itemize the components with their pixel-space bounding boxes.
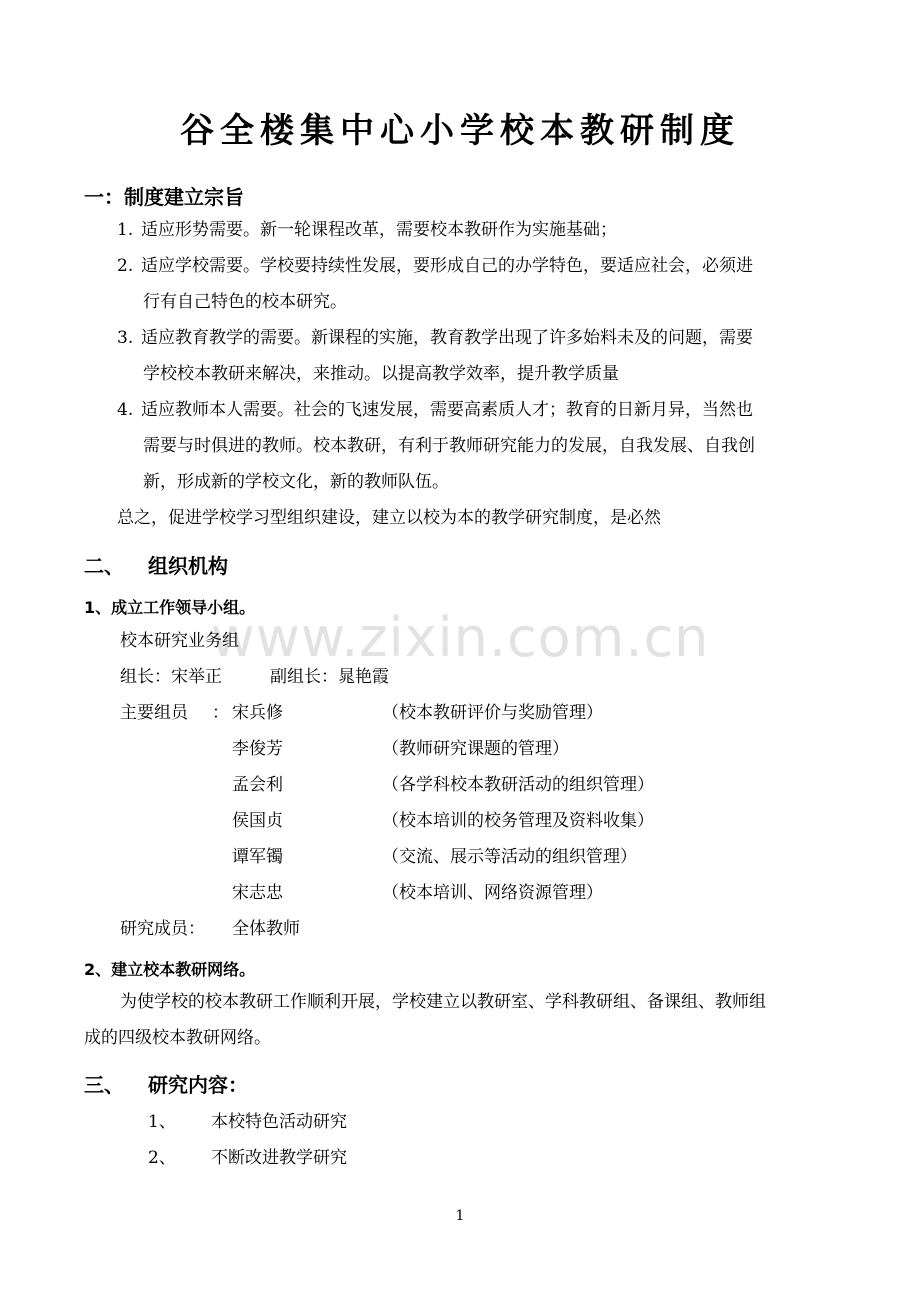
item-text-continued: 需要与时俱进的教师。校本教研，有利于教师研究能力的发展，自我发展、自我创: [143, 436, 755, 456]
group-leader: 组长：宋举正: [120, 667, 222, 687]
item-text: 适应教育教学的需要。新课程的实施，教育教学出现了许多始料未及的问题，需要: [141, 328, 753, 348]
member-name: 李俊芳: [232, 739, 283, 759]
researchers-value: 全体教师: [232, 919, 300, 939]
summary-text: 总之，促进学校学习型组织建设，建立以校为本的教学研究制度，是必然: [117, 508, 661, 528]
subsection-heading: 2、建立校本教研网络。: [84, 960, 256, 979]
list-item: [117, 212, 617, 248]
group-deputy: 副组长：晁艳霞: [270, 667, 389, 687]
research-item: 不断改进教学研究: [211, 1148, 347, 1168]
section3-heading-number: 三、: [84, 1073, 124, 1097]
item-number: 1.: [117, 220, 134, 240]
research-item-number: 2、: [148, 1148, 176, 1168]
item-text-continued: 新，形成新的学校文化，新的教师队伍。: [143, 472, 449, 492]
member-name: 宋志忠: [232, 883, 283, 903]
list-item: [117, 248, 753, 284]
item-text: 适应学校需要。学校要持续性发展，要形成自己的办学特色，要适应社会，必须进: [141, 256, 753, 276]
item-text: 适应形势需要。新一轮课程改革，需要校本教研作为实施基础；: [141, 220, 617, 240]
member-name: 谭军镯: [232, 847, 283, 867]
item-text-continued: 行有自己特色的校本研究。: [143, 292, 347, 312]
list-item: [117, 392, 753, 428]
research-item: 本校特色活动研究: [211, 1112, 347, 1132]
page-title: 谷全楼集中心小学校本教研制度: [180, 111, 740, 151]
member-duty: （校本教研评价与奖励管理）: [382, 703, 603, 723]
item-number: 4.: [117, 400, 134, 420]
member-name: 孟会利: [232, 775, 283, 795]
list-item: [117, 320, 753, 356]
member-duty: （各学科校本教研活动的组织管理）: [382, 775, 654, 795]
group-name: 校本研究业务组: [120, 631, 239, 651]
watermark: www.zixin.com.cn: [210, 606, 710, 669]
member-name: 侯国贞: [232, 811, 283, 831]
item-number: 3.: [117, 328, 134, 348]
researchers-label: 研究成员：: [120, 919, 205, 939]
page-number: 1: [455, 1208, 465, 1224]
network-text-continued: 成的四级校本教研网络。: [84, 1028, 271, 1048]
research-item-number: 1、: [148, 1112, 176, 1132]
member-duty: （校本培训的校务管理及资料收集）: [382, 811, 654, 831]
network-text: 为使学校的校本教研工作顺利开展，学校建立以教研室、学科教研组、备课组、教师组: [120, 992, 766, 1012]
members-colon: ：: [212, 703, 229, 723]
member-duty: （教师研究课题的管理）: [382, 739, 569, 759]
section1-heading: 一：制度建立宗旨: [84, 185, 244, 209]
members-label: 主要组员: [120, 703, 188, 723]
item-text-continued: 学校校本教研来解决，来推动。以提高教学效率，提升教学质量: [143, 364, 619, 384]
section3-heading: 研究内容：: [148, 1073, 248, 1097]
item-text: 适应教师本人需要。社会的飞速发展，需要高素质人才；教育的日新月异，当然也: [141, 400, 753, 420]
section2-heading-number: 二、: [84, 554, 124, 578]
member-duty: （交流、展示等活动的组织管理）: [382, 847, 637, 867]
subsection-heading: 1、成立工作领导小组。: [84, 598, 256, 617]
member-name: 宋兵修: [232, 703, 283, 723]
section2-heading: 组织机构: [148, 554, 228, 578]
member-duty: （校本培训、网络资源管理）: [382, 883, 603, 903]
item-number: 2.: [117, 256, 134, 276]
